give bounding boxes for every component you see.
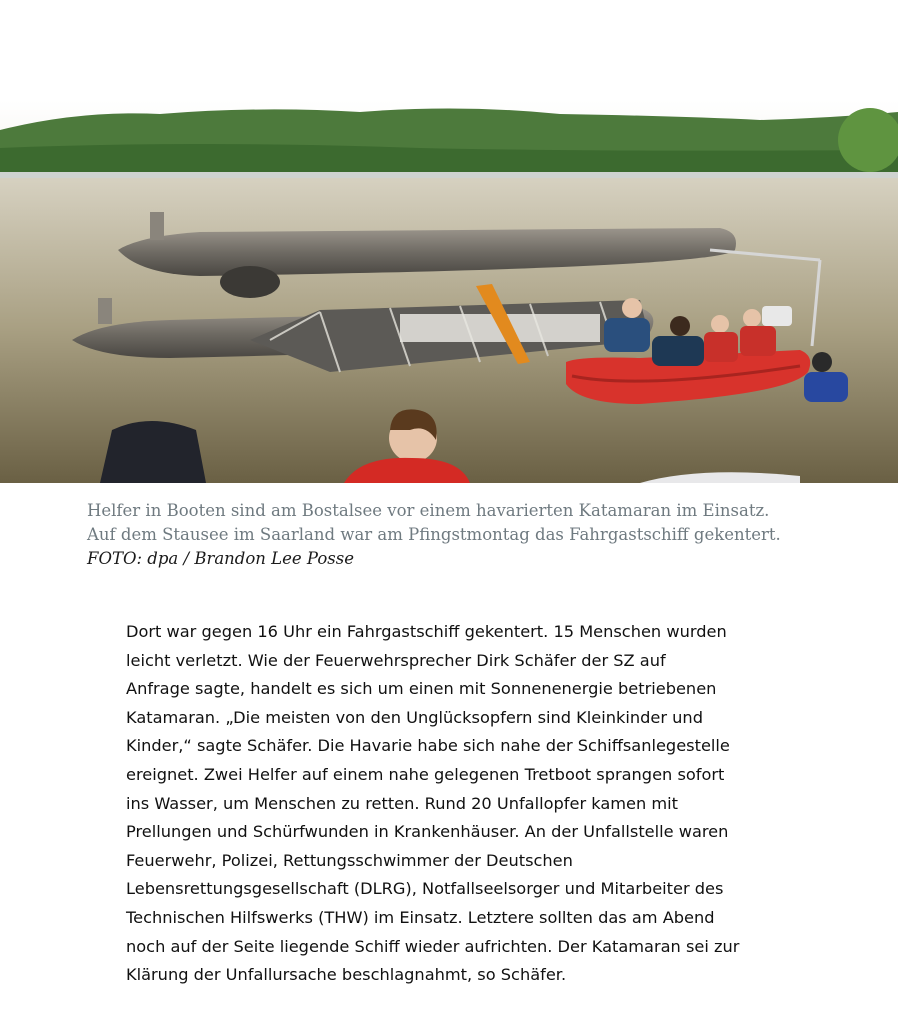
caption-line-1: Helfer in Booten sind am Bostalsee vor einem havarierten Katamaran im Einsatz.	[87, 501, 770, 520]
article-line: Dort war gegen 16 Uhr ein Fahrgastschiff gekentert. 15 Menschen wurden	[126, 622, 727, 641]
article-line: Kinder,“ sagte Schäfer. Die Havarie habe sich nahe der Schiffsanlegestelle	[126, 736, 730, 756]
article-line: Technischen Hilfswerks (THW) im Einsatz. Letztere sollten das am Abend	[126, 907, 715, 927]
article-line: Anfrage sagte, handelt es sich um einen mit Sonnenenergie betriebenen	[126, 679, 717, 699]
article-line: Feuerwehr, Polizei, Rettungsschwimmer der Deutschen	[126, 850, 573, 870]
photo-caption	[87, 499, 847, 571]
article-line: noch auf der Seite liegende Schiff wieder aufrichten. Der Katamaran sei zur	[126, 936, 740, 956]
article-line: Katamaran. „Die meisten von den Unglücksopfern sind Kleinkinder und	[126, 707, 703, 727]
article-line: ereignet. Zwei Helfer auf einem nahe gelegenen Tretboot sprangen sofort	[126, 764, 725, 784]
article-line: ins Wasser, um Menschen zu retten. Rund 20 Unfallopfer kamen mit	[126, 793, 678, 813]
article-line: Prellungen und Schürfwunden in Krankenhäuser. An der Unfallstelle waren	[126, 822, 729, 842]
article-line: Klärung der Unfallursache beschlagnahmt, so Schäfer.	[126, 965, 567, 985]
article-line: Lebensrettungsgesellschaft (DLRG), Notfallseelsorger und Mitarbeiter des	[126, 879, 724, 899]
article-line: leicht verletzt. Wie der Feuerwehrsprecher Dirk Schäfer der SZ auf	[126, 650, 666, 670]
caption-line-2: Auf dem Stausee im Saarland war am Pfingstmontag das Fahrgastschiff gekentert.	[87, 525, 781, 544]
photo-credit: FOTO: dpa / Brandon Lee Posse	[87, 549, 354, 568]
article-body	[126, 618, 786, 990]
news-photo	[0, 100, 898, 483]
